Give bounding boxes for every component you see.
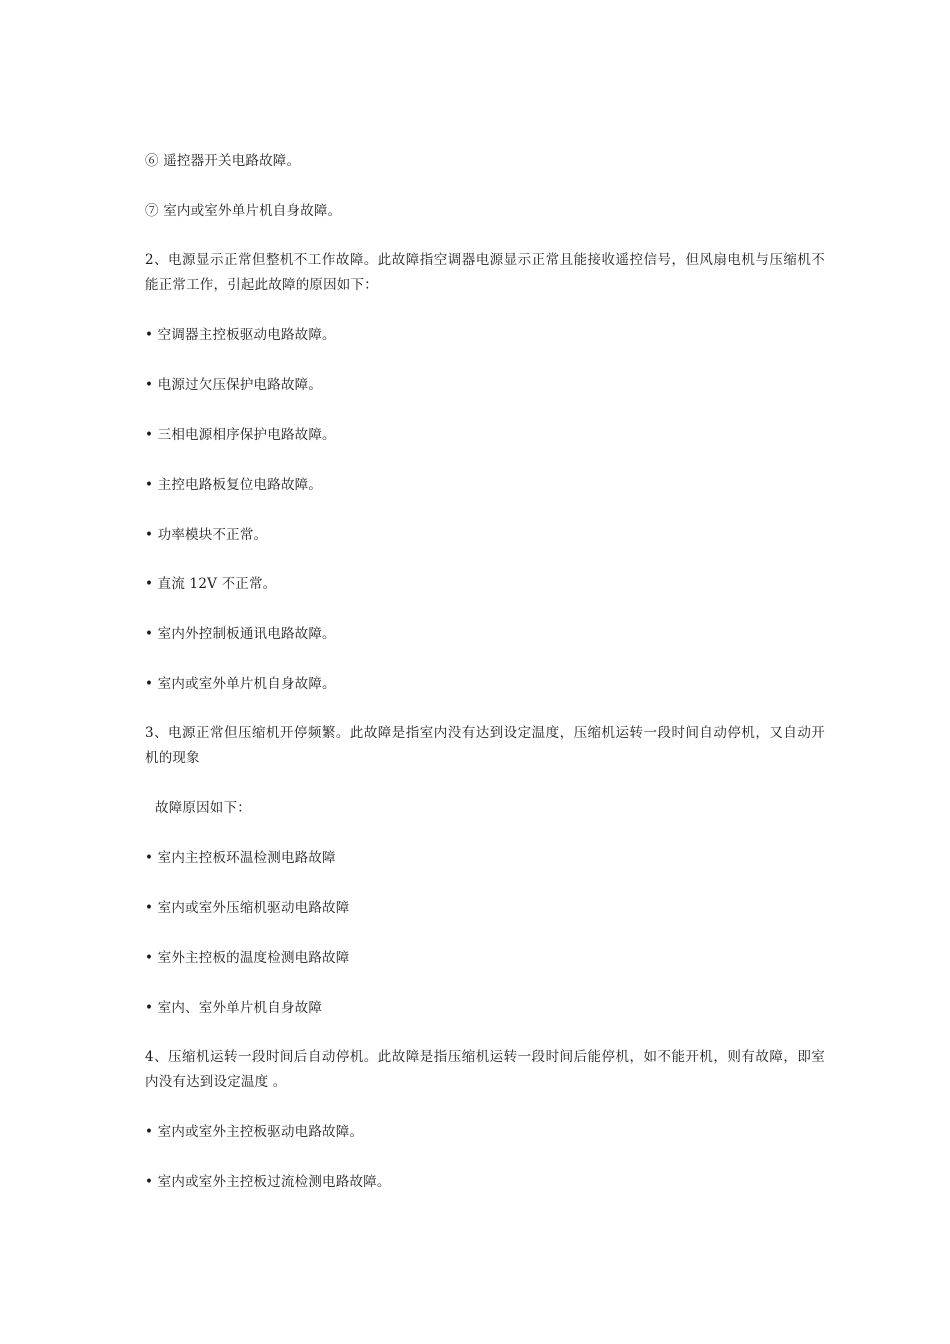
fault-item-mcu: ⑦ 室内或室外单片机自身故障。	[145, 203, 342, 219]
list-item: • 室外主控板的温度检测电路故障	[145, 950, 350, 966]
list-item: • 电源过欠压保护电路故障。	[145, 377, 323, 393]
list-item: • 室内主控板环温检测电路故障	[145, 850, 336, 866]
list-item: • 空调器主控板驱动电路故障。	[145, 327, 336, 343]
list-item: • 室内或室外压缩机驱动电路故障	[145, 900, 350, 916]
section-3-heading: 3、电源正常但压缩机开停频繁。此故障是指室内没有达到设定温度，压缩机运转一段时间自动停机，又自动开机的现象	[145, 725, 825, 766]
list-item: • 三相电源相序保护电路故障。	[145, 427, 336, 443]
section-3-subheading: 故障原因如下：	[155, 800, 251, 816]
list-item: • 室内外控制板通讯电路故障。	[145, 626, 336, 642]
list-item: • 室内或室外主控板过流检测电路故障。	[145, 1174, 391, 1190]
list-item: • 功率模块不正常。	[145, 527, 268, 543]
fault-item-remote-switch: ⑥ 遥控器开关电路故障。	[145, 153, 301, 169]
section-2-heading: 2、电源显示正常但整机不工作故障。此故障指空调器电源显示正常且能接收遥控信号，但风扇电机与压缩机不能正常工作，引起此故障的原因如下：	[145, 252, 825, 293]
section-4-heading: 4、压缩机运转一段时间后自动停机。此故障是指压缩机运转一段时间后能停机，如不能开机，则有故障，即室内没有达到设定温度 。	[145, 1049, 825, 1090]
list-item: • 室内或室外单片机自身故障。	[145, 676, 336, 692]
list-item: • 室内或室外主控板驱动电路故障。	[145, 1124, 364, 1140]
list-item: • 直流 12V 不正常。	[145, 576, 277, 592]
list-item: • 室内、室外单片机自身故障	[145, 1000, 323, 1016]
list-item: • 主控电路板复位电路故障。	[145, 477, 323, 493]
